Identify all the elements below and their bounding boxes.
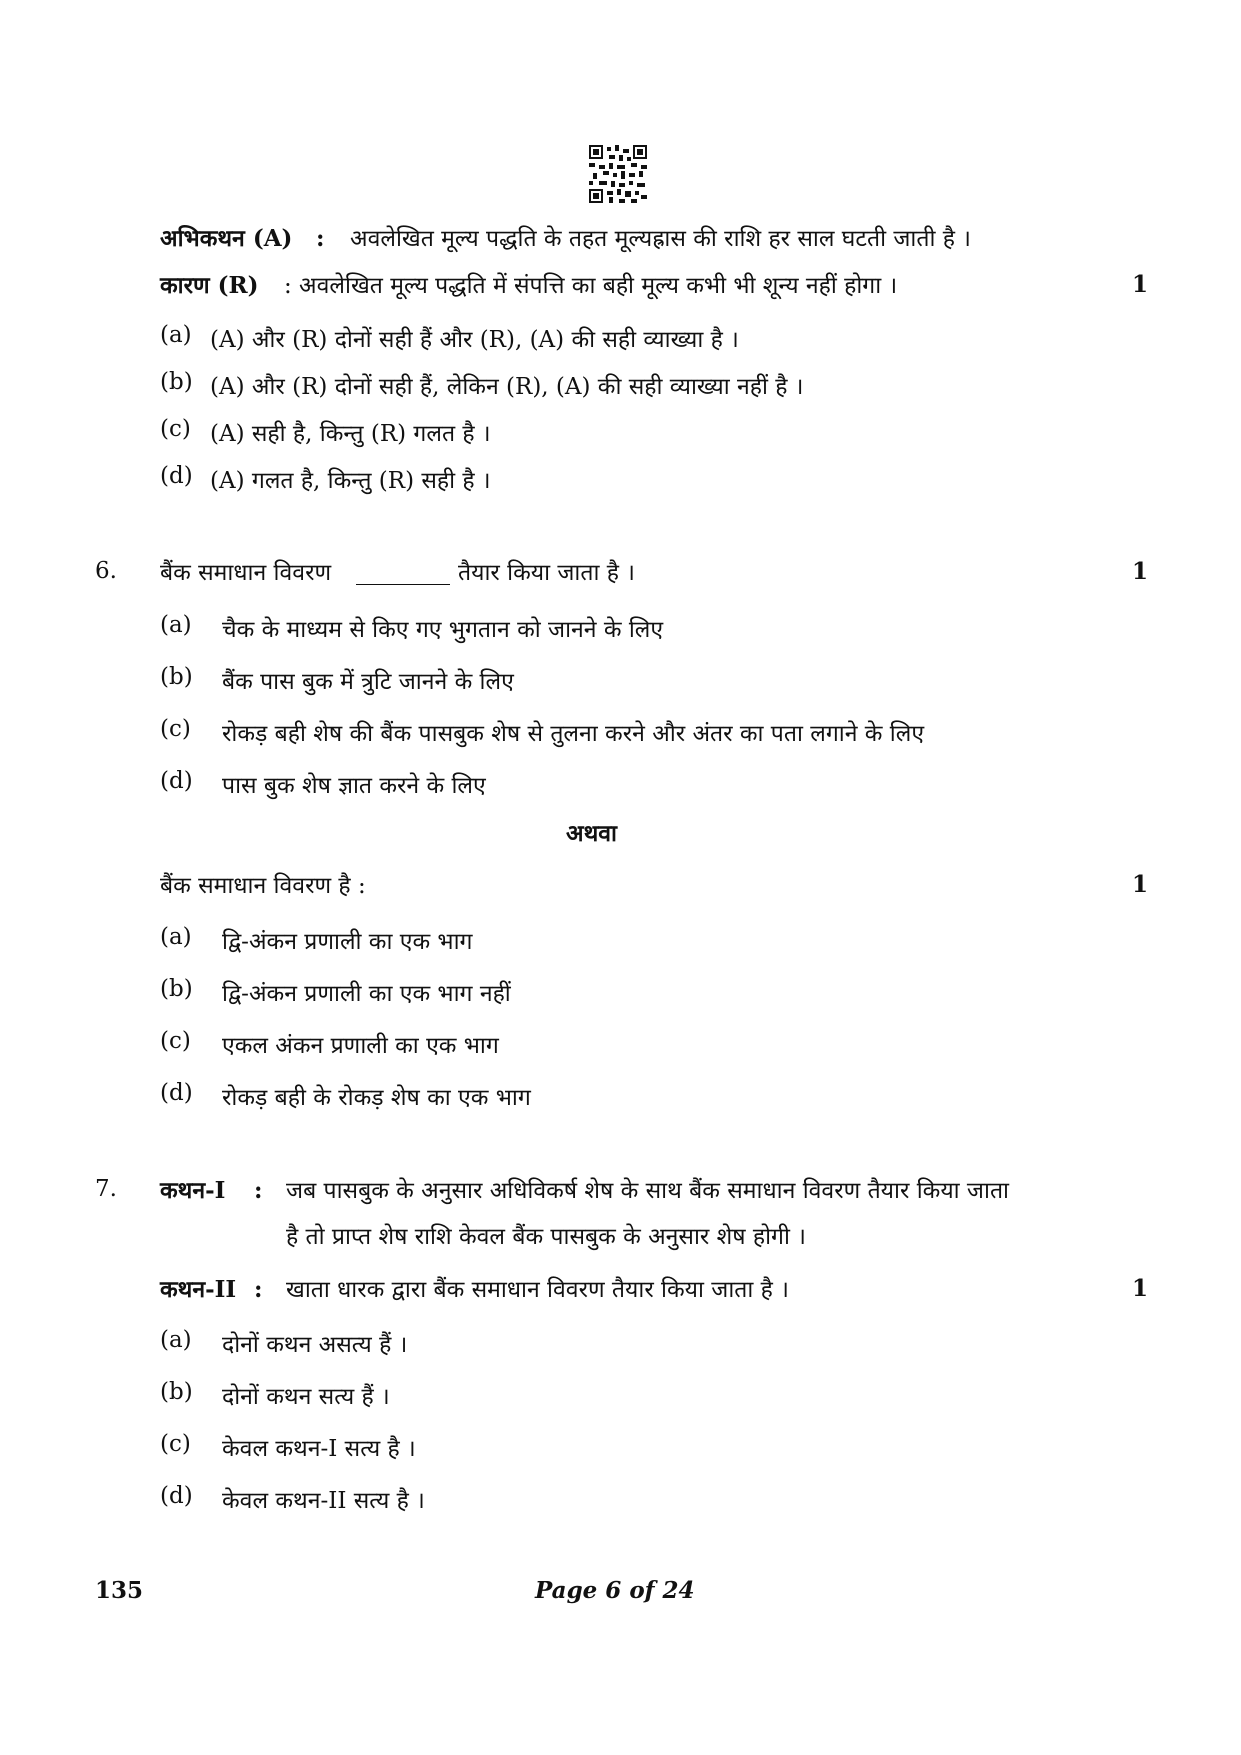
statement2-label: कथन-II: [160, 1276, 237, 1303]
q7-option-b-text: दोनों कथन सत्य हैं ।: [222, 1384, 390, 1410]
q7-option-c-text: केवल कथन-I सत्य है ।: [222, 1436, 416, 1462]
q6-alt-marks: 1: [1132, 871, 1149, 898]
assertion-colon: :: [316, 225, 325, 252]
q7-marks: 1: [1132, 1275, 1149, 1302]
q6-option-d-text: पास बुक शेष ज्ञात करने के लिए: [222, 773, 486, 799]
q6-alt-option-a-label: (a): [160, 924, 192, 950]
q6-option-b-label: (b): [160, 664, 193, 690]
q6-alt-option-b-text: द्वि-अंकन प्रणाली का एक भाग नहीं: [222, 981, 511, 1007]
assertion-text: अवलेखित मूल्य पद्धति के तहत मूल्यह्रास की राशि हर साल घटती जाती है ।: [350, 226, 971, 252]
page-number: Page 6 of 24: [535, 1577, 695, 1604]
q5-marks: 1: [1132, 271, 1149, 298]
q6-blank: [356, 584, 450, 585]
statement1-line2: है तो प्राप्त शेष राशि केवल बैंक पासबुक के अनुसार शेष होगी ।: [286, 1224, 806, 1250]
q6-alt-option-d-label: (d): [160, 1080, 193, 1106]
q5-option-a-text: (A) और (R) दोनों सही हैं और (R), (A) की सही व्याख्या है ।: [210, 327, 739, 353]
reason-label: कारण (R): [160, 272, 259, 299]
q7-option-a-text: दोनों कथन असत्य हैं ।: [222, 1332, 408, 1358]
q7-number: 7.: [95, 1176, 117, 1202]
reason-text: : अवलेखित मूल्य पद्धति में संपत्ति का बही मूल्य कभी भी शून्य नहीं होगा ।: [284, 273, 898, 299]
q6-option-b-text: बैंक पास बुक में त्रुटि जानने के लिए: [222, 669, 514, 695]
q6-alt-option-c-text: एकल अंकन प्रणाली का एक भाग: [222, 1033, 499, 1059]
statement1-label: कथन-I: [160, 1177, 226, 1204]
q7-option-a-label: (a): [160, 1327, 192, 1353]
q6-alt-option-b-label: (b): [160, 976, 193, 1002]
q6-option-a-label: (a): [160, 612, 192, 638]
q6-option-c-text: रोकड़ बही शेष की बैंक पासबुक शेष से तुलना करने और अंतर का पता लगाने के लिए: [222, 721, 925, 747]
q6-text-after: तैयार किया जाता है ।: [458, 560, 635, 586]
q6-marks: 1: [1132, 558, 1149, 585]
statement2-colon: :: [254, 1276, 263, 1303]
q6-option-d-label: (d): [160, 768, 193, 794]
q7-option-d-label: (d): [160, 1483, 193, 1509]
q6-number: 6.: [95, 558, 117, 584]
statement1-colon: :: [254, 1177, 263, 1204]
q6-option-a-text: चैक के माध्यम से किए गए भुगतान को जानने के लिए: [222, 617, 664, 643]
statement2-text: खाता धारक द्वारा बैंक समाधान विवरण तैयार किया जाता है ।: [286, 1277, 789, 1303]
q7-option-d-text: केवल कथन-II सत्य है ।: [222, 1488, 425, 1514]
q6-alt-option-d-text: रोकड़ बही के रोकड़ शेष का एक भाग: [222, 1085, 531, 1111]
q6-option-c-label: (c): [160, 716, 191, 742]
q6-alt-option-c-label: (c): [160, 1028, 191, 1054]
q5-option-b-label: (b): [160, 369, 193, 395]
q6-alt-text: बैंक समाधान विवरण है :: [160, 873, 366, 899]
q5-option-d-text: (A) गलत है, किन्तु (R) सही है ।: [210, 468, 491, 494]
q5-option-a-label: (a): [160, 322, 192, 348]
q5-option-c-text: (A) सही है, किन्तु (R) गलत है ।: [210, 421, 491, 447]
q5-option-c-label: (c): [160, 416, 191, 442]
q6-text-before: बैंक समाधान विवरण: [160, 560, 332, 586]
q5-option-d-label: (d): [160, 463, 193, 489]
or-separator: अथवा: [566, 820, 618, 847]
statement1-line1: जब पासबुक के अनुसार अधिविकर्ष शेष के साथ बैंक समाधान विवरण तैयार किया जाता: [286, 1178, 1010, 1204]
q5-option-b-text: (A) और (R) दोनों सही हैं, लेकिन (R), (A) की सही व्याख्या नहीं है ।: [210, 374, 804, 400]
qr-code-icon: [589, 145, 647, 203]
q6-alt-option-a-text: द्वि-अंकन प्रणाली का एक भाग: [222, 929, 473, 955]
q7-option-c-label: (c): [160, 1431, 191, 1457]
q7-option-b-label: (b): [160, 1379, 193, 1405]
assertion-label: अभिकथन (A): [160, 225, 293, 252]
paper-code: 135: [95, 1577, 144, 1604]
